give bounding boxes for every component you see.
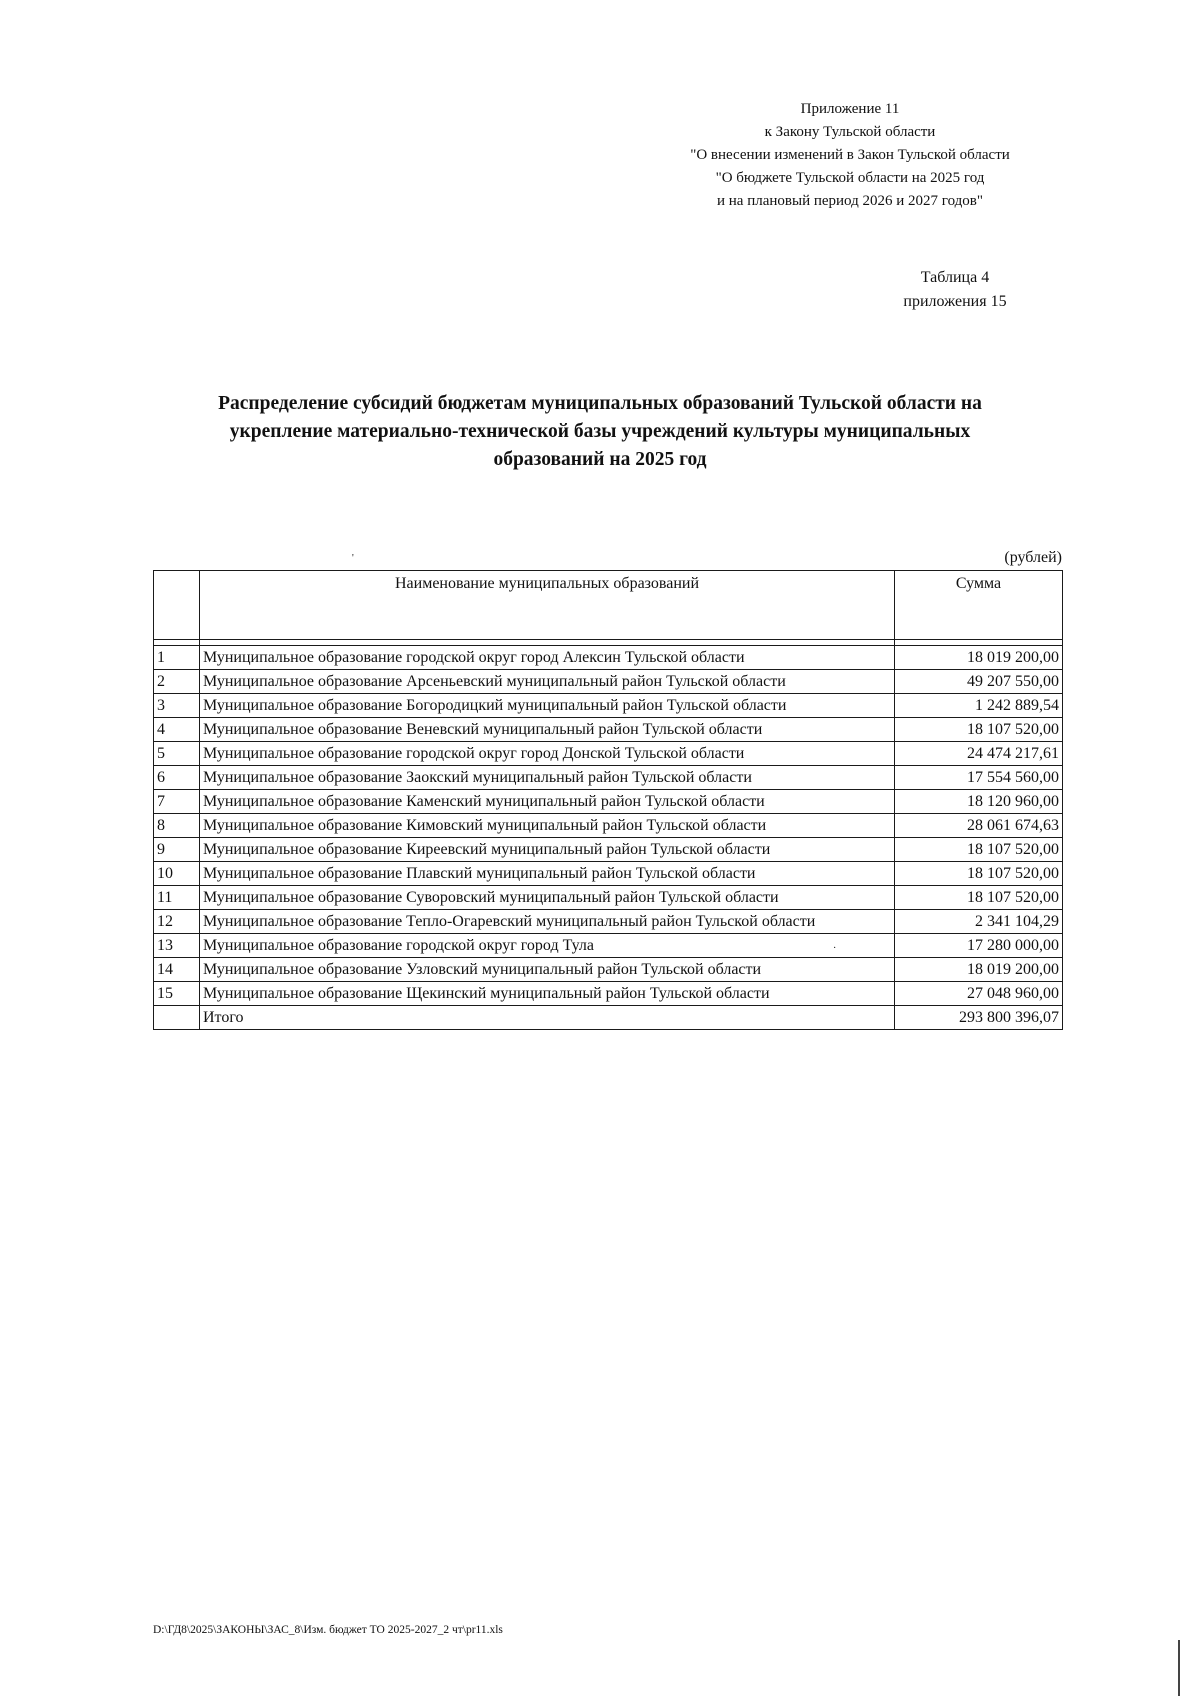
row-number: 7 — [154, 790, 200, 814]
row-sum: 18 019 200,00 — [895, 958, 1063, 982]
table-reference-line: приложения 15 — [903, 293, 1007, 310]
row-sum: 18 107 520,00 — [895, 862, 1063, 886]
row-name: Муниципальное образование Богородицкий муниципальный район Тульской области — [200, 694, 895, 718]
table-total-row — [154, 1006, 1063, 1030]
row-name: Муниципальное образование Кимовский муниципальный район Тульской области — [200, 814, 895, 838]
row-number: 8 — [154, 814, 200, 838]
row-number: 3 — [154, 694, 200, 718]
row-number: 9 — [154, 838, 200, 862]
row-name: Муниципальное образование Арсеньевский муниципальный район Тульской области — [200, 670, 895, 694]
row-name: Муниципальное образование Каменский муниципальный район Тульской области — [200, 790, 895, 814]
table-row — [154, 718, 1063, 742]
row-number: 5 — [154, 742, 200, 766]
table-row — [154, 670, 1063, 694]
appendix-line: и на плановый период 2026 и 2027 годов" — [717, 193, 983, 209]
row-name: Муниципальное образование городской округ город Алексин Тульской области — [200, 646, 895, 670]
row-number: 13 — [154, 934, 200, 958]
stray-mark: · — [833, 943, 837, 954]
table-row — [154, 910, 1063, 934]
header-number — [154, 571, 200, 640]
title-line: укрепление материально-технической базы учреждений культуры муниципальных — [229, 421, 971, 442]
total-sum: 293 800 396,07 — [895, 1006, 1063, 1030]
table-row — [154, 742, 1063, 766]
row-sum: 18 019 200,00 — [895, 646, 1063, 670]
row-number: 14 — [154, 958, 200, 982]
row-number: 2 — [154, 670, 200, 694]
table-row — [154, 838, 1063, 862]
table-row — [154, 646, 1063, 670]
row-name: Муниципальное образование городской округ город Донской Тульской области — [200, 742, 895, 766]
row-sum: 24 474 217,61 — [895, 742, 1063, 766]
row-sum: 17 280 000,00 — [895, 934, 1063, 958]
table-row — [154, 814, 1063, 838]
appendix-line: "О бюджете Тульской области на 2025 год — [715, 170, 985, 186]
row-sum: 2 341 104,29 — [895, 910, 1063, 934]
table-row — [154, 790, 1063, 814]
title-line: Распределение субсидий бюджетам муниципальных образований Тульской области на — [218, 393, 982, 414]
row-number: 6 — [154, 766, 200, 790]
row-sum: 18 107 520,00 — [895, 838, 1063, 862]
table-row — [154, 862, 1063, 886]
row-name: Муниципальное образование Киреевский муниципальный район Тульской области — [200, 838, 895, 862]
row-name: Муниципальное образование городской округ город Тула — [200, 934, 895, 958]
row-name: Муниципальное образование Щекинский муниципальный район Тульской области — [200, 982, 895, 1006]
row-number: 12 — [154, 910, 200, 934]
row-sum: 18 120 960,00 — [895, 790, 1063, 814]
title-line: образований на 2025 год — [493, 449, 707, 470]
row-sum: 18 107 520,00 — [895, 886, 1063, 910]
row-sum: 18 107 520,00 — [895, 718, 1063, 742]
table-row — [154, 886, 1063, 910]
appendix-reference — [640, 98, 1060, 213]
stray-mark: ' — [352, 553, 354, 564]
table-row — [154, 766, 1063, 790]
table-reference-line: Таблица 4 — [920, 269, 990, 286]
row-sum: 17 554 560,00 — [895, 766, 1063, 790]
table-row — [154, 694, 1063, 718]
total-number — [154, 1006, 200, 1030]
row-name: Муниципальное образование Веневский муниципальный район Тульской области — [200, 718, 895, 742]
table-row — [154, 934, 1063, 958]
header-sum: Сумма — [895, 571, 1063, 640]
appendix-line: Приложение 11 — [800, 101, 900, 117]
appendix-line: к Закону Тульской области — [764, 124, 936, 140]
row-number: 10 — [154, 862, 200, 886]
document-title — [150, 390, 1050, 474]
table-row — [154, 958, 1063, 982]
row-sum: 27 048 960,00 — [895, 982, 1063, 1006]
row-name: Муниципальное образование Узловский муниципальный район Тульской области — [200, 958, 895, 982]
row-sum: 49 207 550,00 — [895, 670, 1063, 694]
row-name: Муниципальное образование Суворовский муниципальный район Тульской области — [200, 886, 895, 910]
subsidies-table — [153, 570, 1063, 1030]
table-reference — [880, 266, 1030, 314]
unit-label: (рублей) — [1004, 549, 1062, 566]
row-name: Муниципальное образование Плавский муниципальный район Тульской области — [200, 862, 895, 886]
row-sum: 1 242 889,54 — [895, 694, 1063, 718]
table-header-row — [154, 571, 1063, 640]
total-label: Итого — [200, 1006, 895, 1030]
row-number: 15 — [154, 982, 200, 1006]
row-sum: 28 061 674,63 — [895, 814, 1063, 838]
row-number: 4 — [154, 718, 200, 742]
row-number: 11 — [154, 886, 200, 910]
scan-edge-line — [1178, 1640, 1180, 1696]
row-name: Муниципальное образование Тепло-Огаревский муниципальный район Тульской области — [200, 910, 895, 934]
row-number: 1 — [154, 646, 200, 670]
appendix-line: "О внесении изменений в Закон Тульской области — [690, 147, 1010, 163]
table-row — [154, 982, 1063, 1006]
header-name: Наименование муниципальных образований — [200, 571, 895, 640]
row-name: Муниципальное образование Заокский муниципальный район Тульской области — [200, 766, 895, 790]
file-path: D:\ГД8\2025\ЗАКОНЫ\ЗАС_8\Изм. бюджет ТО 2025-2027_2 чт\pr11.xls — [153, 1624, 503, 1636]
